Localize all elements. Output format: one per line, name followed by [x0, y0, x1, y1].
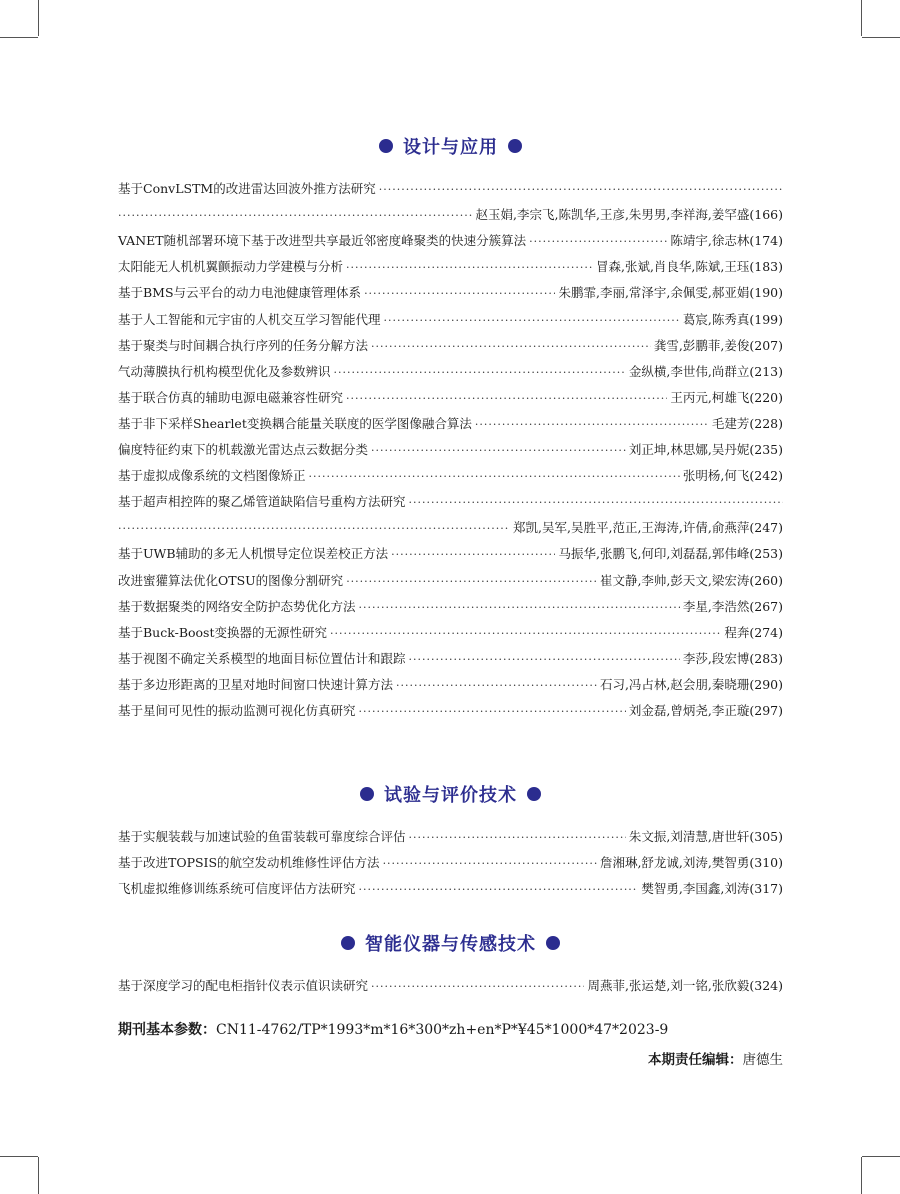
- dot-leader: [409, 827, 626, 849]
- entry-authors: 毛建芳: [711, 415, 750, 431]
- entry-page: (297): [749, 703, 783, 718]
- entry-page: (235): [749, 442, 783, 457]
- entry-page: (283): [749, 650, 783, 666]
- dot-leader: [475, 414, 709, 436]
- entry-title: 基于多边形距离的卫星对地时间窗口快速计算方法: [118, 676, 394, 692]
- entry-page: (242): [749, 468, 783, 484]
- entry-title: 基于数据聚类的网络安全防护态势优化方法: [118, 598, 356, 614]
- toc-entry[interactable]: [118, 517, 783, 539]
- entry-page: (247): [749, 520, 783, 536]
- entry-page: (324): [749, 978, 783, 993]
- entry-page: (310): [749, 855, 783, 870]
- entry-authors: 刘正坤,林思娜,吴丹妮: [628, 442, 750, 457]
- dot-leader: [529, 231, 667, 253]
- entry-authors: 朱文振,刘清慧,唐世轩: [628, 829, 750, 844]
- toc-entry[interactable]: [118, 361, 783, 383]
- dot-leader: [409, 649, 680, 671]
- entry-page: (267): [749, 598, 783, 614]
- toc-entry[interactable]: [118, 282, 783, 304]
- entry-authors: 周燕菲,张运楚,刘一铭,张欣毅: [587, 978, 750, 993]
- responsible-editor: [648, 1049, 783, 1071]
- entry-title: VANET随机部署环境下基于改进型共享最近邻密度峰聚类的快速分簇算法: [118, 233, 527, 249]
- dot-leader: [409, 492, 783, 514]
- entry-page: (260): [749, 572, 783, 588]
- toc-entry[interactable]: [118, 975, 783, 997]
- toc-entry[interactable]: [118, 387, 783, 409]
- entry-authors: 葛宸,陈秀真: [682, 311, 750, 327]
- entry-title: 基于UWB辅助的多无人机惯导定位误差校正方法: [118, 546, 389, 562]
- entry-authors: 樊智勇,李国鑫,刘涛: [641, 881, 750, 896]
- entry-page: (213): [749, 363, 783, 379]
- toc-entry[interactable]: [118, 648, 783, 670]
- editor-name: 唐德生: [742, 1052, 783, 1068]
- entry-authors: 石习,冯占林,赵会朋,秦晓珊: [599, 676, 750, 692]
- entry-title: 基于聚类与时间耦合执行序列的任务分解方法: [118, 337, 369, 353]
- entry-title: 改进蜜獾算法优化OTSU的图像分割研究: [118, 572, 344, 588]
- bullet-dot-icon: [341, 936, 355, 950]
- toc-entry[interactable]: [118, 826, 783, 848]
- entry-page: (207): [749, 337, 783, 353]
- entry-title: 基于虚拟成像系统的文档图像矫正: [118, 468, 306, 484]
- entry-page: (305): [749, 829, 783, 844]
- section-heading: [118, 928, 783, 958]
- editor-label: 本期责任编辑：: [648, 1052, 743, 1068]
- dot-leader: [118, 205, 473, 227]
- entry-page: (220): [749, 389, 783, 405]
- dot-leader: [359, 701, 626, 723]
- toc-entry[interactable]: [118, 256, 783, 278]
- dot-leader: [379, 179, 783, 201]
- toc-entry[interactable]: [118, 413, 783, 435]
- toc-entry[interactable]: [118, 465, 783, 487]
- dot-leader: [383, 853, 597, 875]
- entry-page: (183): [749, 259, 783, 275]
- entry-title: 基于改进TOPSIS的航空发动机维修性评估方法: [118, 855, 380, 870]
- entry-page: (199): [749, 311, 783, 327]
- entry-title: 基于非下采样Shearlet变换耦合能量关联度的医学图像融合算法: [118, 415, 472, 431]
- entry-page: (317): [749, 881, 783, 896]
- entry-title: 偏度特征约束下的机载激光雷达点云数据分类: [118, 442, 369, 457]
- dot-leader: [359, 879, 639, 901]
- section-title: 设计与应用: [403, 137, 498, 158]
- entry-title: 基于星间可见性的振动监测可视化仿真研究: [118, 703, 356, 718]
- entry-title: 气动薄膜执行机构模型优化及参数辨识: [118, 363, 331, 379]
- section-heading: [118, 131, 783, 161]
- entry-authors: 金纵横,李世伟,尚群立: [628, 363, 750, 379]
- entry-title: 基于ConvLSTM的改进雷达回波外推方法研究: [118, 181, 376, 196]
- entry-authors: 张明杨,何飞: [682, 468, 750, 484]
- entry-authors: 程奔: [724, 624, 750, 640]
- toc-entry[interactable]: [118, 700, 783, 722]
- entry-page: (228): [749, 415, 783, 431]
- toc-entry[interactable]: [118, 674, 783, 696]
- bullet-dot-icon: [546, 936, 560, 950]
- toc-entry[interactable]: [118, 543, 783, 565]
- entry-page: (274): [749, 624, 783, 640]
- bullet-dot-icon: [527, 787, 541, 801]
- entry-page: (253): [749, 546, 783, 562]
- bullet-dot-icon: [508, 139, 522, 153]
- toc-entry[interactable]: [118, 491, 783, 513]
- entry-authors: 李星,李浩然: [682, 598, 750, 614]
- toc-entry[interactable]: [118, 622, 783, 644]
- entry-title: 太阳能无人机机翼颤振动力学建模与分析: [118, 259, 344, 275]
- entry-title: 基于BMS与云平台的动力电池健康管理体系: [118, 285, 362, 301]
- dot-leader: [334, 362, 626, 384]
- toc-entry[interactable]: [118, 596, 783, 618]
- entry-authors: 龚雪,彭鹏菲,姜俊: [653, 337, 750, 353]
- params-label: 期刊基本参数：: [118, 1022, 216, 1038]
- toc-entry[interactable]: [118, 178, 783, 200]
- entry-authors: 马振华,张鹏飞,何印,刘磊磊,郭伟峰: [558, 546, 750, 562]
- entry-title: 基于视图不确定关系模型的地面目标位置估计和跟踪: [118, 650, 406, 666]
- toc-entry[interactable]: [118, 439, 783, 461]
- toc-entry[interactable]: [118, 878, 783, 900]
- bullet-dot-icon: [360, 787, 374, 801]
- crop-mark-top-right-v: [861, 0, 862, 36]
- toc-entry[interactable]: [118, 852, 783, 874]
- crop-mark-bottom-right-v: [861, 1157, 862, 1194]
- entry-page: (166): [749, 207, 783, 223]
- dot-leader: [396, 675, 597, 697]
- bullet-dot-icon: [379, 139, 393, 153]
- entry-authors: 冒森,张斌,肖良华,陈斌,王珏: [595, 259, 750, 275]
- dot-leader: [391, 544, 555, 566]
- entry-title: 飞机虚拟维修训练系统可信度评估方法研究: [118, 881, 356, 896]
- entry-authors: 赵玉娟,李宗飞,陈凯华,王彦,朱男男,李祥海,姜罕盛: [475, 207, 750, 223]
- entry-page: (174): [749, 233, 783, 249]
- entry-authors: 崔文静,李帅,彭天文,梁宏涛: [599, 572, 750, 588]
- crop-mark-top-left-h: [0, 37, 38, 38]
- dot-leader: [309, 466, 680, 488]
- entry-page: (190): [749, 285, 783, 301]
- dot-leader: [330, 623, 721, 645]
- toc-entry[interactable]: [118, 230, 783, 252]
- toc-entry[interactable]: [118, 309, 783, 331]
- entry-authors: 詹湘琳,舒龙诚,刘涛,樊智勇: [599, 855, 750, 870]
- entry-authors: 王丙元,柯雄飞: [670, 389, 750, 405]
- crop-mark-bottom-left-v: [38, 1157, 39, 1194]
- section-title: 试验与评价技术: [384, 785, 517, 806]
- crop-mark-bottom-right-h: [862, 1156, 900, 1157]
- entry-authors: 郑凯,吴军,吴胜平,范正,王海涛,许倩,俞燕萍: [513, 520, 750, 536]
- dot-leader: [371, 336, 651, 358]
- entry-authors: 李莎,段宏博: [682, 650, 750, 666]
- dot-leader: [371, 440, 626, 462]
- toc-entry[interactable]: [118, 204, 783, 226]
- entry-authors: 刘金磊,曾炳尧,李正璇: [628, 703, 750, 718]
- dot-leader: [346, 257, 593, 279]
- dot-leader: [364, 283, 555, 305]
- section-heading: [118, 779, 783, 809]
- entry-title: 基于Buck-Boost变换器的无源性研究: [118, 624, 327, 640]
- entry-title: 基于超声相控阵的聚乙烯管道缺陷信号重构方法研究: [118, 494, 406, 510]
- entry-title: 基于人工智能和元宇宙的人机交互学习智能代理: [118, 311, 381, 327]
- toc-entry[interactable]: [118, 570, 783, 592]
- crop-mark-top-right-h: [862, 37, 900, 38]
- entry-title: 基于深度学习的配电柜指针仪表示值识读研究: [118, 978, 369, 993]
- dot-leader: [118, 518, 510, 540]
- params-value: CN11-4762/TP*1993*m*16*300*zh+en*P*¥45*1000*47*2023-9: [216, 1022, 669, 1038]
- dot-leader: [371, 976, 584, 998]
- entry-authors: 陈靖宇,徐志林: [670, 233, 750, 249]
- entry-title: 基于实舰装载与加速试验的鱼雷装载可靠度综合评估: [118, 829, 406, 844]
- entry-authors: 朱鹏霏,李丽,常泽宇,余佩雯,郝亚娟: [558, 285, 750, 301]
- crop-mark-bottom-left-h: [0, 1156, 38, 1157]
- dot-leader: [346, 388, 667, 410]
- entry-page: (290): [749, 676, 783, 692]
- dot-leader: [384, 310, 680, 332]
- crop-mark-top-left-v: [38, 0, 39, 36]
- journal-parameters: [118, 1019, 783, 1041]
- entry-title: 基于联合仿真的辅助电源电磁兼容性研究: [118, 389, 344, 405]
- dot-leader: [359, 597, 680, 619]
- section-title: 智能仪器与传感技术: [365, 934, 536, 955]
- dot-leader: [346, 571, 597, 593]
- toc-entry[interactable]: [118, 335, 783, 357]
